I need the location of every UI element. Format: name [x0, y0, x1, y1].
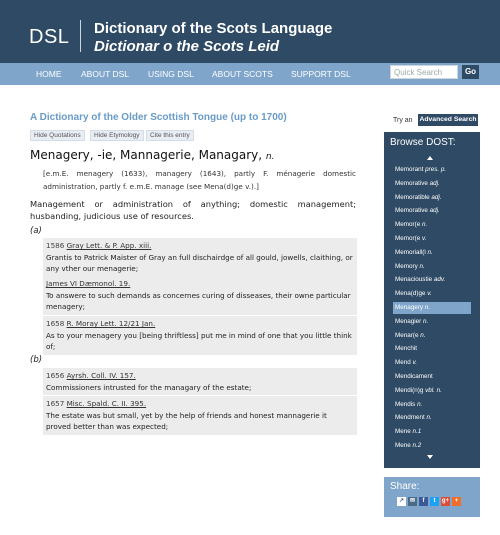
browse-item[interactable] [393, 371, 471, 383]
browse-item-word: Memorant [395, 166, 426, 173]
browse-item[interactable] [393, 192, 471, 204]
browse-item-word: Mendment [395, 414, 427, 422]
browse-item-grammar: adj. [431, 193, 442, 201]
browse-item-grammar: adj. [429, 179, 440, 187]
browse-item-word: Menar(e [395, 331, 421, 339]
cite-entry-button[interactable]: Cite this entry [146, 130, 194, 141]
quote-year: 1658 [46, 319, 65, 328]
browse-item[interactable] [393, 178, 471, 190]
browse-item[interactable] [393, 205, 471, 217]
quote-source-link[interactable]: James VI Dæmonol. 19. [46, 279, 131, 288]
quotation [43, 316, 357, 355]
share-title: Share: [390, 481, 420, 492]
more-icon[interactable]: + [452, 497, 461, 506]
logo-divider [80, 20, 81, 52]
browse-item[interactable] [393, 261, 471, 273]
browse-item[interactable] [393, 440, 471, 452]
quotation [43, 368, 357, 395]
browse-item[interactable] [393, 247, 471, 259]
browse-item-grammar: n. [419, 262, 425, 270]
nav-home[interactable]: HOME [36, 69, 62, 79]
quote-source-link[interactable]: Ayrsh. Coll. IV. 157. [66, 371, 136, 380]
googleplus-icon[interactable]: g+ [441, 498, 450, 504]
twitter-icon[interactable]: t [430, 497, 439, 506]
quote-year: 1586 [46, 241, 65, 250]
browse-item-word: Menchit [395, 345, 418, 353]
browse-item[interactable] [393, 164, 471, 176]
search-go-button[interactable]: Go [462, 65, 479, 79]
browse-item[interactable] [393, 399, 471, 411]
facebook-icon[interactable]: f [419, 497, 428, 506]
quote-year: 1657 [46, 399, 65, 408]
browse-item-grammar: v. [421, 235, 427, 242]
quote-source-link[interactable]: Misc. Spald. C. II. 395. [66, 399, 147, 408]
advanced-search-button[interactable]: Advanced Search [418, 114, 478, 126]
browse-item-grammar: n. [417, 400, 423, 408]
sense-label-b: (b) [30, 355, 43, 365]
quick-search-input[interactable]: Quick Search [390, 65, 458, 79]
browse-item-word: Mendi(n)g [395, 386, 426, 394]
browse-item[interactable] [393, 343, 471, 355]
browse-item[interactable] [393, 316, 471, 328]
browse-item-grammar: pres. p. [425, 166, 447, 173]
browse-item[interactable] [393, 385, 471, 397]
dsl-logo[interactable]: DSL [29, 26, 70, 48]
nav-using-dsl[interactable]: USING DSL [148, 69, 194, 79]
quote-source-link[interactable]: Gray Lett. & P. App. xiii. [66, 241, 152, 250]
quote-text: The estate was but small, yet by the help of friends and honest mannagerie it proved better than was expected; [46, 410, 327, 431]
browse-item-word: Mene [395, 442, 413, 449]
browse-item[interactable] [393, 219, 471, 231]
etymology: [e.m.E. menagery (1633), managery (1643), partly F. ménagerie domestic administration, partly f. e.m.E. manage (see Mena(d)ge v.).] [43, 169, 356, 191]
browse-item-word: Memory [395, 262, 420, 270]
site-subtitle: Dictionar o the Scots Leid [94, 38, 280, 55]
browse-item-word: Memorative [395, 179, 430, 187]
browse-item-grammar: n. [420, 331, 426, 339]
headword-text: Menagery, -ie, Mannagerie, Managary, [30, 148, 263, 162]
quote-text: Grantis to Patrick Maister of Gray an full dischairdge of all gould, jowells, claithing, or any vther our menagerie; [46, 252, 353, 273]
browse-item-grammar: n.1 [412, 428, 422, 436]
nav-about-dsl[interactable]: ABOUT DSL [81, 69, 130, 79]
site-title: Dictionary of the Scots Language [94, 20, 333, 37]
entry-headword [30, 148, 274, 162]
browse-item-word: Menagier [395, 317, 424, 325]
quotation [43, 276, 357, 315]
browse-item[interactable] [393, 357, 471, 369]
browse-item-word: Mendicament [395, 373, 433, 380]
browse-item-word: Mend [395, 359, 413, 367]
browse-item[interactable] [393, 426, 471, 438]
browse-item[interactable] [393, 412, 471, 424]
definition: Management or administration of anything; domestic management; husbanding, judicious use of resources. [30, 199, 356, 221]
browse-item-grammar: n.2 [412, 442, 422, 449]
browse-item-word: Menacioustie [395, 276, 434, 284]
browse-item-word: Memor(e [395, 221, 422, 229]
try-an-label: Try an [393, 117, 413, 124]
email-icon[interactable]: ✉ [409, 498, 416, 504]
browse-item[interactable] [393, 274, 471, 286]
browse-item-grammar: v. [412, 359, 417, 367]
browse-item-word: Memoriall(l [395, 248, 428, 256]
browse-title: Browse DOST: [390, 137, 456, 148]
quotation [43, 238, 357, 277]
browse-item-word: Mena(d)ge [395, 290, 428, 298]
browse-item-grammar: adj. [429, 207, 440, 215]
headword-pos: n. [265, 152, 275, 162]
quote-text: As to your menagery you [being thriftless] put me in mind of one that you little think of; [46, 330, 352, 351]
browse-item-grammar: adv. [433, 276, 446, 284]
browse-item-grammar: vbl. n. [425, 386, 442, 394]
browse-item-grammar: n. [423, 317, 429, 325]
browse-item-word: Menagery [395, 304, 425, 311]
browse-item[interactable] [393, 233, 471, 245]
browse-item-grammar: v. [427, 290, 432, 298]
browse-item-grammar: n. [427, 248, 433, 256]
scroll-down-icon[interactable] [427, 455, 433, 459]
browse-item[interactable] [393, 302, 471, 314]
quote-year: 1656 [46, 371, 65, 380]
quote-text: Commissioners intrusted for the managary of the estate; [46, 382, 252, 392]
scroll-up-icon[interactable] [427, 156, 433, 160]
browse-item-grammar: n. [421, 221, 428, 229]
browse-item[interactable] [393, 288, 471, 300]
browse-item-word: Mene [395, 428, 413, 436]
quote-text: To answere to such demands as concernes curing of disseases, their owne particular menagery; [46, 290, 351, 311]
hide-etymology-button[interactable]: Hide Etymology [90, 130, 144, 141]
browse-item[interactable] [393, 330, 471, 342]
quotation [43, 396, 357, 435]
dictionary-heading[interactable]: A Dictionary of the Older Scottish Tongue (up to 1700) [30, 112, 287, 123]
hide-quotations-button[interactable]: Hide Quotations [30, 130, 85, 141]
sense-label-a: (a) [30, 226, 42, 236]
nav-support-dsl[interactable]: SUPPORT DSL [291, 69, 351, 79]
browse-item-word: Memor(e [395, 235, 422, 242]
browse-item-grammar: n. [426, 414, 432, 422]
browse-item-word: Memoratible [395, 193, 432, 201]
share-icon[interactable]: ↗ [398, 498, 405, 504]
browse-item-word: Memorative [395, 207, 430, 215]
browse-item-word: Mendis [395, 400, 418, 408]
browse-item-grammar: n. [424, 304, 431, 311]
nav-about-scots[interactable]: ABOUT SCOTS [212, 69, 273, 79]
quote-source-link[interactable]: R. Moray Lett. 12/21 Jan. [66, 319, 156, 328]
